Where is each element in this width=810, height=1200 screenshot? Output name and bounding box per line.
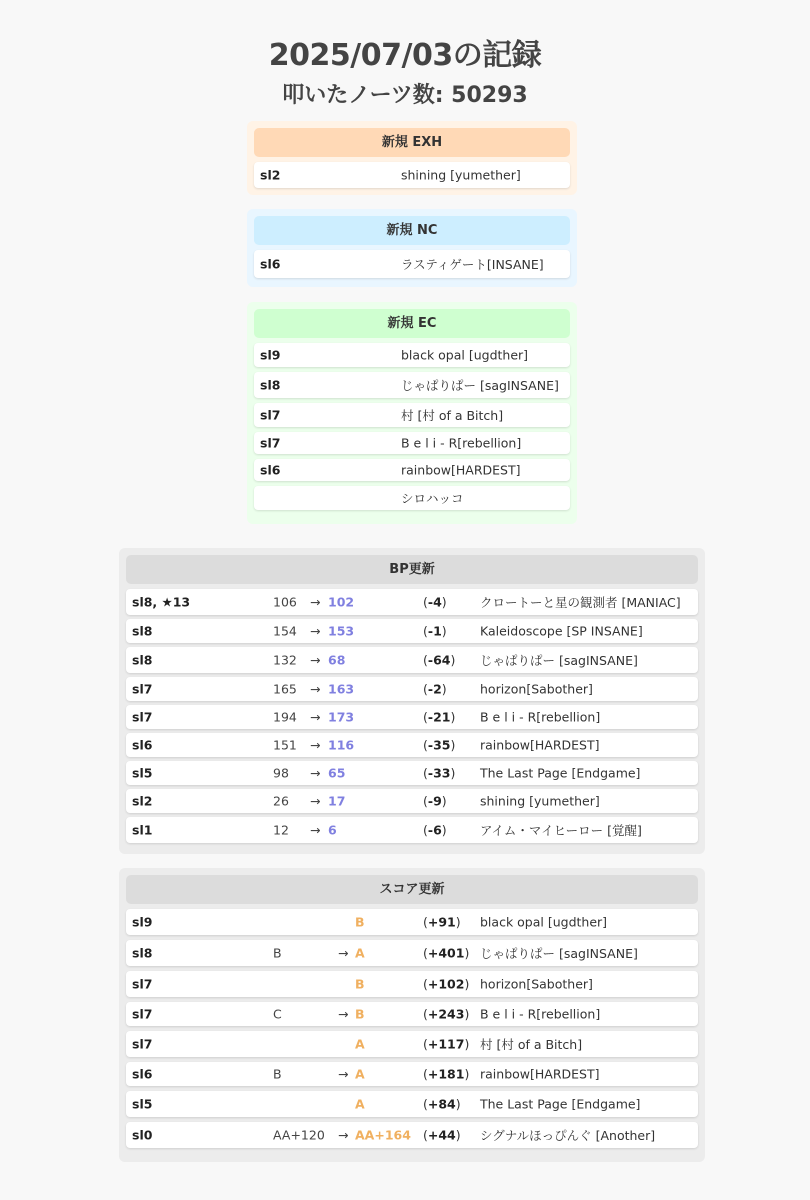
change-amount [423,823,447,838]
new-bp: 173 [328,709,355,725]
new-bp: 68 [328,652,346,668]
bp-row [126,647,698,673]
level-label: sl7 [132,709,153,725]
level-label: sl1 [132,822,153,838]
arrow-icon: → [310,765,321,781]
paren-open: ( [423,1066,428,1082]
paren-open: ( [423,976,428,992]
change-value: +84 [427,1096,456,1112]
old-bp: 12 [273,822,289,838]
paren-close: ) [464,976,470,992]
change-amount [423,915,461,930]
old-bp: 98 [273,765,289,781]
bp-row [126,733,698,757]
song-title: B e l i - R[rebellion] [480,1006,601,1022]
old-bp: 26 [273,793,289,809]
paren-open: ( [423,594,428,610]
bp-row [126,619,698,643]
song-title: shining [yumether] [480,793,600,809]
song-title: じゃぱりぱー [sagINSANE] [480,653,638,668]
paren-open: ( [423,1036,428,1052]
paren-open: ( [423,652,428,668]
change-amount [423,977,469,992]
arrow-icon: → [310,623,321,639]
level-label: sl8 [132,623,153,639]
paren-open: ( [423,1006,428,1022]
level-label: sl8 [260,377,281,393]
ec-row [254,459,570,481]
change-value: -64 [427,652,451,668]
arrow-icon: → [338,1066,349,1082]
score-update-header: スコア更新 [126,875,698,904]
level-label: sl9 [132,914,153,930]
song-title: クロートーと星の観測者 [MANIAC] [480,595,681,610]
new-bp: 17 [328,793,346,809]
paren-close: ) [450,737,456,753]
change-amount [423,738,455,753]
bp-row [126,677,698,701]
change-amount [423,1007,469,1022]
paren-close: ) [464,1036,470,1052]
paren-close: ) [455,1096,461,1112]
paren-open: ( [423,709,428,725]
score-row [126,971,698,997]
ec-row [254,403,570,427]
bp-update-header: BP更新 [126,555,698,584]
change-value: -33 [427,765,451,781]
level-label: sl7 [132,1006,153,1022]
change-amount [423,946,469,961]
level-label: sl0 [132,1127,153,1143]
change-value: -6 [427,822,442,838]
paren-open: ( [423,737,428,753]
level-label: sl7 [260,435,281,451]
song-title: The Last Page [Endgame] [480,1096,641,1112]
arrow-icon: → [310,822,321,838]
bp-row [126,589,698,615]
change-amount [423,1128,461,1143]
score-row [126,1062,698,1086]
change-amount [423,624,447,639]
change-amount [423,682,447,697]
page-title: 2025/07/03の記録 [268,38,542,73]
level-label: sl6 [260,256,281,272]
bp-row [126,705,698,729]
paren-open: ( [423,914,428,930]
change-value: -35 [427,737,451,753]
new-rank: A [355,945,365,961]
paren-open: ( [423,822,428,838]
bp-row [126,761,698,785]
new-rank: AA+164 [355,1127,411,1143]
change-value: -2 [427,681,442,697]
song-title: shining [yumether] [401,167,521,183]
song-title: じゃぱりぱー [sagINSANE] [480,946,638,961]
new-exh-header: 新規 EXH [254,128,570,157]
new-rank: A [355,1036,365,1052]
level-label: sl6 [132,737,153,753]
level-label: sl8 [132,652,153,668]
level-label: sl5 [132,765,153,781]
new-rank: B [355,1006,365,1022]
paren-open: ( [423,1127,428,1143]
exh-row [254,162,570,188]
change-value: -9 [427,793,442,809]
change-amount [423,595,447,610]
level-label: sl7 [132,976,153,992]
old-rank: AA+120 [273,1127,325,1143]
song-title: B e l i - R[rebellion] [401,435,522,451]
change-value: -21 [427,709,451,725]
paren-close: ) [450,652,456,668]
arrow-icon: → [310,709,321,725]
level-label: sl2 [260,167,281,183]
level-label: sl6 [132,1066,153,1082]
change-amount [423,653,455,668]
ec-row [254,343,570,367]
song-title: 村 [村 of a Bitch] [401,408,504,423]
bp-row [126,817,698,843]
old-rank: B [273,945,282,961]
old-bp: 194 [273,709,297,725]
paren-close: ) [441,623,447,639]
change-value: +102 [427,976,465,992]
score-row [126,909,698,935]
new-nc-section [247,209,577,287]
song-title: アイム・マイヒーロー [覚醒] [480,823,642,838]
song-title: B e l i - R[rebellion] [480,709,601,725]
old-bp: 165 [273,681,297,697]
new-bp: 163 [328,681,355,697]
new-bp: 6 [328,822,337,838]
paren-close: ) [455,914,461,930]
song-title: Kaleidoscope [SP INSANE] [480,623,643,639]
change-value: -1 [427,623,442,639]
song-title: シロハッコ [401,491,464,506]
paren-open: ( [423,1096,428,1112]
new-rank: B [355,976,365,992]
paren-close: ) [450,765,456,781]
song-title: black opal [ugdther] [401,347,529,363]
bp-update-section [119,548,705,854]
change-amount [423,766,455,781]
change-amount [423,1097,461,1112]
new-ec-header: 新規 EC [254,309,570,338]
score-update-section [119,868,705,1162]
change-value: +91 [427,914,456,930]
level-label: sl8 [132,945,153,961]
song-title: じゃぱりぱー [sagINSANE] [401,378,559,393]
change-value: +181 [427,1066,465,1082]
level-label: sl9 [260,347,281,363]
paren-close: ) [441,793,447,809]
paren-open: ( [423,623,428,639]
level-label: sl6 [260,462,281,478]
new-bp: 102 [328,594,355,610]
change-value: +401 [427,945,465,961]
arrow-icon: → [338,1006,349,1022]
score-row [126,1122,698,1148]
new-nc-header: 新規 NC [254,216,570,245]
change-value: +44 [427,1127,456,1143]
change-amount [423,1067,469,1082]
paren-open: ( [423,793,428,809]
arrow-icon: → [310,793,321,809]
old-bp: 106 [273,594,297,610]
paren-close: ) [441,822,447,838]
song-title: black opal [ugdther] [480,914,608,930]
change-value: +243 [427,1006,465,1022]
new-rank: A [355,1066,365,1082]
paren-open: ( [423,945,428,961]
paren-close: ) [441,681,447,697]
new-exh-section [247,121,577,195]
new-bp: 153 [328,623,355,639]
level-label: sl2 [132,793,153,809]
old-rank: B [273,1066,282,1082]
arrow-icon: → [310,652,321,668]
old-bp: 132 [273,652,297,668]
paren-close: ) [455,1127,461,1143]
new-rank: A [355,1096,365,1112]
paren-close: ) [464,945,470,961]
song-title: The Last Page [Endgame] [480,765,641,781]
score-row [126,1031,698,1057]
song-title: 村 [村 of a Bitch] [480,1037,583,1052]
change-value: -4 [427,594,442,610]
old-bp: 154 [273,623,297,639]
paren-open: ( [423,681,428,697]
new-bp: 65 [328,765,346,781]
nc-row [254,250,570,278]
song-title: シグナルほっぴんぐ [Another] [480,1128,656,1143]
new-ec-section [247,302,577,524]
paren-open: ( [423,765,428,781]
change-amount [423,710,455,725]
paren-close: ) [441,594,447,610]
ec-row [254,432,570,454]
arrow-icon: → [338,945,349,961]
song-title: rainbow[HARDEST] [480,737,600,753]
ec-row [254,372,570,398]
score-row [126,940,698,966]
arrow-icon: → [310,594,321,610]
new-rank: B [355,914,365,930]
song-title: horizon[Sabother] [480,681,593,697]
arrow-icon: → [310,681,321,697]
paren-close: ) [464,1066,470,1082]
song-title: horizon[Sabother] [480,976,593,992]
level-label: sl7 [260,407,281,423]
change-amount [423,1037,469,1052]
song-title: rainbow[HARDEST] [480,1066,600,1082]
song-title: rainbow[HARDEST] [401,462,521,478]
change-amount [423,794,447,809]
paren-close: ) [450,709,456,725]
notes-count: 叩いたノーツ数: 50293 [282,83,528,108]
new-bp: 116 [328,737,355,753]
arrow-icon: → [338,1127,349,1143]
ec-row [254,486,570,510]
old-bp: 151 [273,737,297,753]
paren-close: ) [464,1006,470,1022]
score-row [126,1091,698,1117]
old-rank: C [273,1006,282,1022]
bp-row [126,789,698,813]
level-label: sl8, ★13 [132,594,191,610]
level-label: sl5 [132,1096,153,1112]
change-value: +117 [427,1036,465,1052]
score-row [126,1002,698,1026]
arrow-icon: → [310,737,321,753]
level-label: sl7 [132,1036,153,1052]
level-label: sl7 [132,681,153,697]
song-title: ラスティゲート[INSANE] [401,257,544,272]
